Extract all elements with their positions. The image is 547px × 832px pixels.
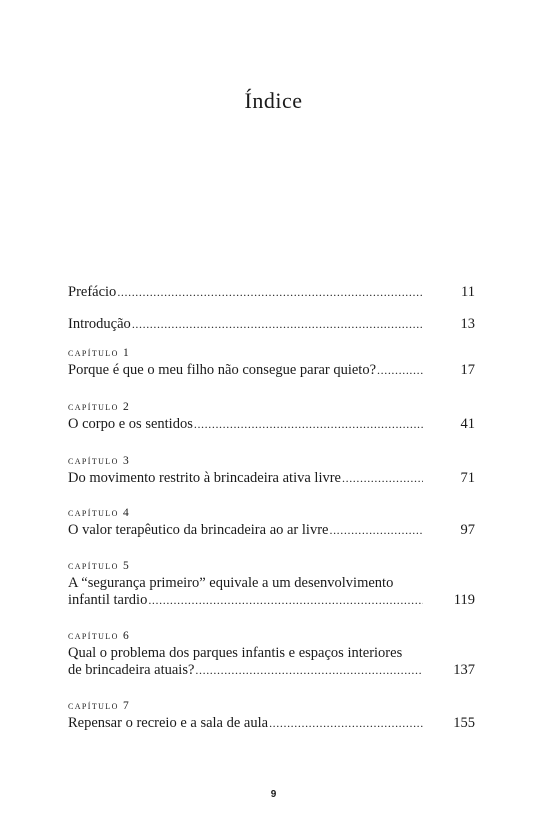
chapter-label: capítulo 3 [68, 455, 131, 467]
toc-entry-chapter-5 [68, 559, 475, 609]
entry-title-line-1: A “segurança primeiro” equivale a um desenvolvimento [68, 575, 394, 591]
dot-leader [132, 316, 423, 333]
page-title: Índice [244, 88, 303, 113]
entry-title: O valor terapêutico da brincadeira ao ar livre [68, 522, 329, 538]
page-number: 97 [460, 522, 475, 538]
toc-entry-chapter-3 [68, 454, 475, 487]
chapter-label: capítulo 5 [68, 560, 131, 572]
dot-leader [342, 470, 423, 487]
dot-leader [329, 522, 423, 539]
chapter-label: capítulo 7 [68, 700, 131, 712]
toc-entry-prefacio [68, 284, 475, 301]
dot-leader [195, 662, 423, 679]
entry-title-line-2: infantil tardio [68, 592, 148, 608]
chapter-label: capítulo 1 [68, 347, 131, 359]
toc-entry-chapter-7 [68, 699, 475, 732]
page-number: 71 [460, 470, 475, 486]
page-number: 11 [461, 284, 475, 300]
entry-title: Do movimento restrito à brincadeira ativa livre [68, 470, 341, 486]
toc-entry-chapter-1 [68, 346, 475, 379]
entry-title: Porque é que o meu filho não consegue parar quieto? [68, 362, 377, 378]
chapter-label: capítulo 4 [68, 507, 131, 519]
dot-leader [269, 715, 423, 732]
entry-title: O corpo e os sentidos [68, 416, 193, 432]
page-number: 155 [453, 715, 475, 731]
entry-title: Repensar o recreio e a sala de aula [68, 715, 269, 731]
entry-title-line-2: de brincadeira atuais? [68, 662, 195, 678]
entry-title-line-1: Qual o problema dos parques infantis e espaços interiores [68, 645, 403, 661]
toc-entry-chapter-4 [68, 506, 475, 539]
page-number: 17 [460, 362, 475, 378]
chapter-label: capítulo 6 [68, 630, 131, 642]
dot-leader [148, 592, 423, 609]
dot-leader [194, 416, 423, 433]
folio-page-number: 9 [270, 789, 277, 800]
toc-entry-chapter-2 [68, 400, 475, 433]
dot-leader [117, 284, 423, 301]
toc-entry-chapter-6 [68, 629, 475, 679]
entry-title: Introdução [68, 316, 131, 332]
dot-leader [377, 362, 423, 379]
page-number: 41 [460, 416, 475, 432]
page-number: 13 [460, 316, 475, 332]
toc-entry-introducao [68, 316, 475, 333]
entry-title: Prefácio [68, 284, 117, 300]
page-number: 119 [453, 592, 475, 608]
page-number: 137 [453, 662, 475, 678]
chapter-label: capítulo 2 [68, 401, 131, 413]
